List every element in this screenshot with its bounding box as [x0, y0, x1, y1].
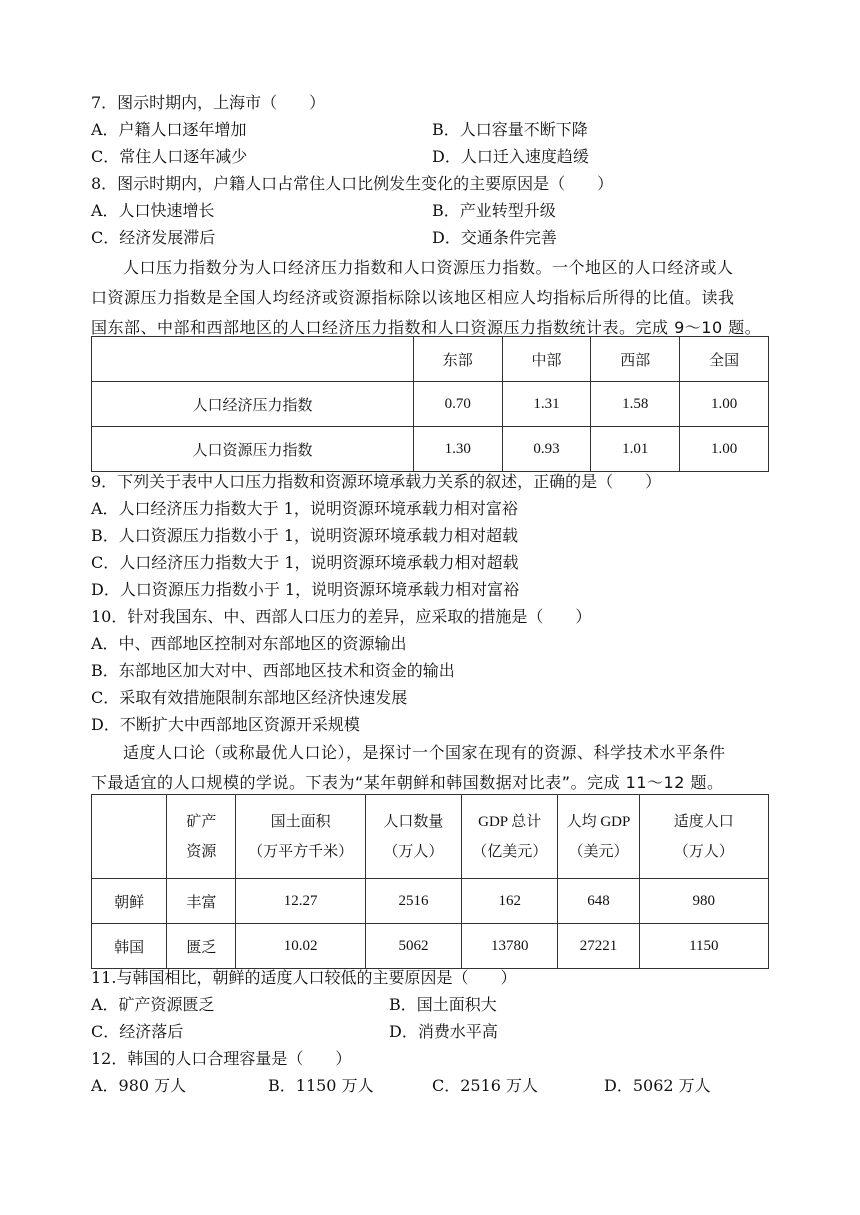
question-9-option-c: C．人口经济压力指数大于 1，说明资源环境承载力相对超载	[91, 553, 519, 572]
table-cell: 1.00	[680, 382, 769, 427]
question-12-option-a: A．980 万人	[91, 1076, 187, 1095]
table-cell: 162	[462, 879, 558, 924]
table-cell: 980	[639, 879, 768, 924]
table-row	[92, 382, 769, 427]
question-10-option-a: A．中、西部地区控制对东部地区的资源输出	[91, 634, 407, 653]
question-8-option-b: B．产业转型升级	[432, 201, 556, 220]
question-8-option-c: C．经济发展滞后	[91, 228, 216, 247]
question-7-option-d: D．人口迁入速度趋缓	[432, 147, 589, 166]
table-cell: 1.58	[591, 382, 680, 427]
passage-population-pressure	[91, 253, 771, 343]
question-8-option-d: D．交通条件完善	[432, 228, 557, 247]
table-cell: 1.00	[680, 427, 769, 472]
question-12-stem: 12．韩国的人口合理容量是（ ）	[91, 1049, 352, 1068]
table-cell: 2516	[365, 879, 461, 924]
header-line: （亿美元）	[472, 843, 548, 860]
question-10-option-d: D．不断扩大中西部地区资源开采规模	[91, 715, 360, 734]
table-cell: 1.31	[502, 382, 591, 427]
table-cell: 朝鲜	[92, 879, 167, 924]
table-cell: 人口经济压力指数	[92, 382, 414, 427]
table-cell: 27221	[558, 924, 639, 969]
question-12-option-d: D．5062 万人	[604, 1076, 711, 1095]
header-line: GDP 总计	[478, 813, 542, 830]
table-header-cell	[462, 795, 558, 879]
header-line: 矿产	[186, 813, 217, 830]
passage-2-line-1: 适度人口论（或称最优人口论），是探讨一个国家在现有的资源、科学技术水平条件	[123, 743, 726, 762]
population-pressure-table	[91, 336, 769, 472]
header-line: （万人）	[383, 843, 444, 860]
table-header-cell: 西部	[591, 337, 680, 382]
table-row	[92, 924, 769, 969]
header-line: （万平方千米）	[248, 843, 354, 860]
question-11-stem: 11.与韩国相比，朝鲜的适度人口较低的主要原因是（ ）	[91, 968, 517, 987]
table-header-cell	[365, 795, 461, 879]
table-cell: 10.02	[236, 924, 365, 969]
question-11-option-c: C．经济落后	[91, 1022, 184, 1041]
table-cell: 13780	[462, 924, 558, 969]
table-row	[92, 879, 769, 924]
table-cell: 12.27	[236, 879, 365, 924]
table-cell: 匮乏	[167, 924, 236, 969]
question-10-option-c: C．采取有效措施限制东部地区经济快速发展	[91, 688, 408, 707]
passage-optimal-population	[91, 738, 771, 798]
question-7-option-a: A．户籍人口逐年增加	[91, 120, 247, 139]
table-header-cell: 全国	[680, 337, 769, 382]
question-7-stem: 7．图示时期内，上海市（ ）	[91, 93, 326, 112]
question-12-option-c: C．2516 万人	[432, 1076, 539, 1095]
question-8-option-a: A．人口快速增长	[91, 201, 215, 220]
table-header-cell	[639, 795, 768, 879]
header-line: 资源	[186, 843, 217, 860]
question-11-option-a: A．矿产资源匮乏	[91, 995, 215, 1014]
question-12-option-b: B．1150 万人	[268, 1076, 374, 1095]
header-line: 人均 GDP	[566, 813, 631, 830]
question-10-stem: 10．针对我国东、中、西部人口压力的差异，应采取的措施是（ ）	[91, 607, 592, 626]
header-line: 国土面积	[270, 813, 331, 830]
table-header-cell	[92, 337, 414, 382]
question-7-option-b: B．人口容量不断下降	[432, 120, 588, 139]
passage-2-line-2: 下最适宜的人口规模的学说。下表为“某年朝鲜和韩国数据对比表”。完成 11～12 题。	[91, 773, 724, 792]
question-9-stem: 9．下列关于表中人口压力指数和资源环境承载力关系的叙述，正确的是（ ）	[91, 472, 662, 491]
table-header-row	[92, 795, 769, 879]
table-header-cell	[236, 795, 365, 879]
table-header-cell: 东部	[413, 337, 502, 382]
table-cell: 韩国	[92, 924, 167, 969]
passage-1-line-3: 国东部、中部和西部地区的人口经济压力指数和人口资源压力指数统计表。完成 9～10 题。	[91, 318, 762, 337]
table-header-row	[92, 337, 769, 382]
table-header-cell	[167, 795, 236, 879]
table-cell: 1.01	[591, 427, 680, 472]
table-cell: 人口资源压力指数	[92, 427, 414, 472]
question-8-stem: 8．图示时期内，户籍人口占常住人口比例发生变化的主要原因是（ ）	[91, 174, 614, 193]
passage-1-line-1: 人口压力指数分为人口经济压力指数和人口资源压力指数。一个地区的人口经济或人	[123, 258, 734, 277]
table-cell: 1150	[639, 924, 768, 969]
passage-1-line-2: 口资源压力指数是全国人均经济或资源指标除以该地区相应人均指标后所得的比值。读我	[91, 288, 735, 307]
question-11-option-b: B．国土面积大	[389, 995, 497, 1014]
korea-comparison-table	[91, 794, 769, 969]
question-9-option-b: B．人口资源压力指数小于 1，说明资源环境承载力相对超载	[91, 526, 519, 545]
question-9-option-d: D．人口资源压力指数小于 1，说明资源环境承载力相对富裕	[91, 580, 520, 599]
question-10-option-b: B．东部地区加大对中、西部地区技术和资金的输出	[91, 661, 455, 680]
header-line: （美元）	[568, 843, 629, 860]
header-line: （万人）	[673, 843, 734, 860]
question-7-option-c: C．常住人口逐年减少	[91, 147, 248, 166]
table-header-cell	[92, 795, 167, 879]
table-cell: 0.93	[502, 427, 591, 472]
table-cell: 丰富	[167, 879, 236, 924]
table-header-cell: 中部	[502, 337, 591, 382]
header-line: 适度人口	[673, 813, 734, 830]
question-11-option-d: D．消费水平高	[389, 1022, 498, 1041]
table-cell: 1.30	[413, 427, 502, 472]
table-cell: 648	[558, 879, 639, 924]
table-header-cell	[558, 795, 639, 879]
table-cell: 5062	[365, 924, 461, 969]
question-9-option-a: A．人口经济压力指数大于 1，说明资源环境承载力相对富裕	[91, 499, 518, 518]
table-row	[92, 427, 769, 472]
table-cell: 0.70	[413, 382, 502, 427]
header-line: 人口数量	[383, 813, 444, 830]
